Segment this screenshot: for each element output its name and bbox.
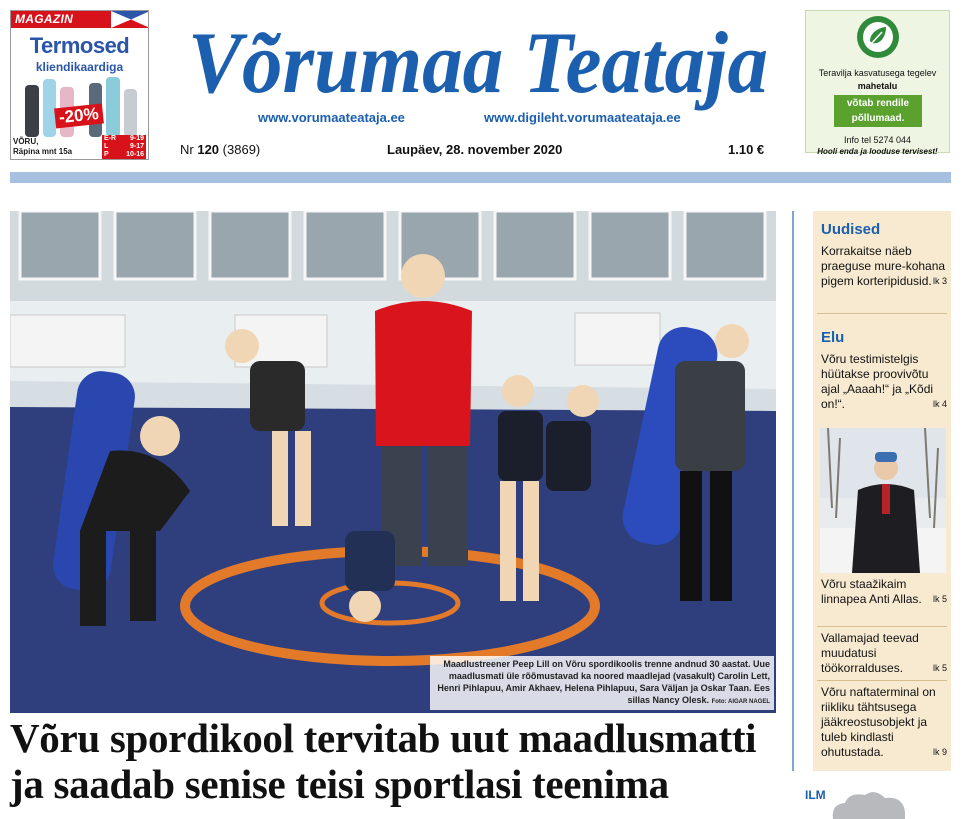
teaser-text: Korrakaitse näeb praeguse mure-kohana pigem korteripidusid. bbox=[821, 244, 946, 288]
sidebar-separator bbox=[817, 626, 947, 627]
issue-price: 1.10 € bbox=[728, 142, 765, 157]
hours-time: 10-16 bbox=[126, 151, 144, 158]
teaser-life[interactable] bbox=[821, 352, 947, 412]
sidebar-divider bbox=[792, 211, 794, 771]
magazin-ad[interactable] bbox=[10, 10, 149, 160]
page-ref: lk 4 bbox=[932, 399, 947, 409]
portrait-photo[interactable] bbox=[820, 428, 946, 573]
issue-date: Laupäev, 28. november 2020 bbox=[387, 142, 563, 157]
magazin-discount: -20% bbox=[54, 104, 104, 129]
issue-total: (3869) bbox=[222, 142, 261, 157]
section-news-heading: Uudised bbox=[821, 221, 881, 238]
farm-slogan: Hooli enda ja looduse tervisest! bbox=[817, 147, 938, 156]
teaser-text: Võru testimistelgis hüütakse proovivõtu ajal „Aaaah!“ ja „Kõdi on!“. bbox=[821, 352, 934, 411]
farm-text-2: mahetalu bbox=[857, 81, 898, 91]
teaser-text: Võru staažikaim linnapea Anti Allas. bbox=[821, 577, 922, 606]
mayor-photo bbox=[820, 428, 946, 573]
masthead bbox=[178, 8, 778, 120]
flag-icon bbox=[111, 11, 149, 28]
magazin-hours bbox=[102, 135, 146, 159]
hours-row bbox=[104, 135, 144, 143]
magazin-location-city: VÕRU, bbox=[13, 137, 39, 146]
hours-time: 9-17 bbox=[129, 143, 144, 150]
main-photo[interactable] bbox=[10, 211, 776, 713]
farm-highlight-1: võtab rendile bbox=[846, 98, 910, 109]
magazin-location-address: Räpina mnt 15a bbox=[13, 147, 73, 156]
farm-highlight-2: põllumaad. bbox=[851, 113, 905, 124]
hours-days: L bbox=[104, 143, 109, 150]
issue-value: 120 bbox=[197, 142, 220, 157]
photo-credit: Foto: AIGAR NAGEL bbox=[711, 699, 770, 705]
magazin-location bbox=[13, 137, 72, 157]
farm-ad[interactable] bbox=[805, 10, 950, 156]
farm-contact: Info tel 5274 044 bbox=[843, 135, 912, 145]
caption-text: Maadlustreener Peep Lill on Võru spordikoolis trenne andnud 30 aastat. Uue maadlusmati üle rõõmustavad ka noored maadlejad (vasakult) Carolin Lett, Henri Pihlapuu, Amir Akhaev, Helena Pihlapuu, Sara Väljan ja Oskar Taan. Ees sillas Nancy Olesk. bbox=[437, 659, 770, 705]
sidebar-separator bbox=[817, 680, 947, 681]
teaser-news[interactable] bbox=[821, 244, 947, 289]
hours-days: P bbox=[104, 151, 109, 158]
teaser-oil-terminal[interactable] bbox=[821, 685, 947, 760]
hours-time: 9-19 bbox=[129, 135, 144, 142]
teaser-mayor[interactable] bbox=[821, 577, 947, 607]
wrestling-photo bbox=[10, 211, 776, 713]
magazin-brand: MAGAZIN bbox=[11, 11, 111, 28]
page-ref: lk 9 bbox=[932, 747, 947, 757]
site-url-link[interactable]: www.vorumaateataja.ee bbox=[258, 110, 405, 125]
headline-line-2: ja saadab senise teisi sportlasi teenima bbox=[10, 761, 669, 807]
hours-row bbox=[104, 143, 144, 151]
teaser-text: Vallamajad teevad muudatusi töökorralduses. bbox=[821, 631, 919, 675]
page-ref: lk 3 bbox=[932, 276, 947, 286]
magazin-title: Termosed bbox=[29, 33, 130, 58]
farm-highlight bbox=[834, 95, 922, 127]
organic-leaf-logo-icon bbox=[856, 15, 900, 59]
issue-prefix: Nr bbox=[180, 142, 194, 157]
farm-text-1: Teravilja kasvatusega tegelev bbox=[818, 68, 937, 78]
digi-url-link[interactable]: www.digileht.vorumaateataja.ee bbox=[484, 110, 681, 125]
hours-row bbox=[104, 151, 144, 159]
sidebar-separator bbox=[817, 313, 947, 314]
main-headline[interactable] bbox=[10, 715, 780, 807]
page-ref: lk 5 bbox=[932, 663, 947, 673]
page-ref: lk 5 bbox=[932, 594, 947, 604]
masthead-logo bbox=[178, 8, 778, 120]
hours-days: E-R bbox=[104, 135, 117, 142]
masthead-divider bbox=[10, 172, 951, 183]
issue-number bbox=[180, 142, 260, 157]
headline-line-1: Võru spordikool tervitab uut maadlusmatti bbox=[10, 715, 757, 761]
photo-caption bbox=[430, 656, 774, 710]
weather-label: ILM bbox=[805, 788, 826, 802]
section-life-heading: Elu bbox=[821, 329, 845, 346]
sidebar bbox=[813, 211, 951, 771]
magazin-subtitle: kliendikaardiga bbox=[35, 60, 124, 74]
cloud-icon bbox=[823, 790, 913, 819]
masthead-title: Võrumaa Teataja bbox=[188, 15, 768, 112]
teaser-text: Võru naftaterminal on riikliku tähtsusega jääkreostusobjekt ja tuleb kindlasti ohutustada. bbox=[821, 685, 936, 759]
teaser-parish[interactable] bbox=[821, 631, 947, 676]
